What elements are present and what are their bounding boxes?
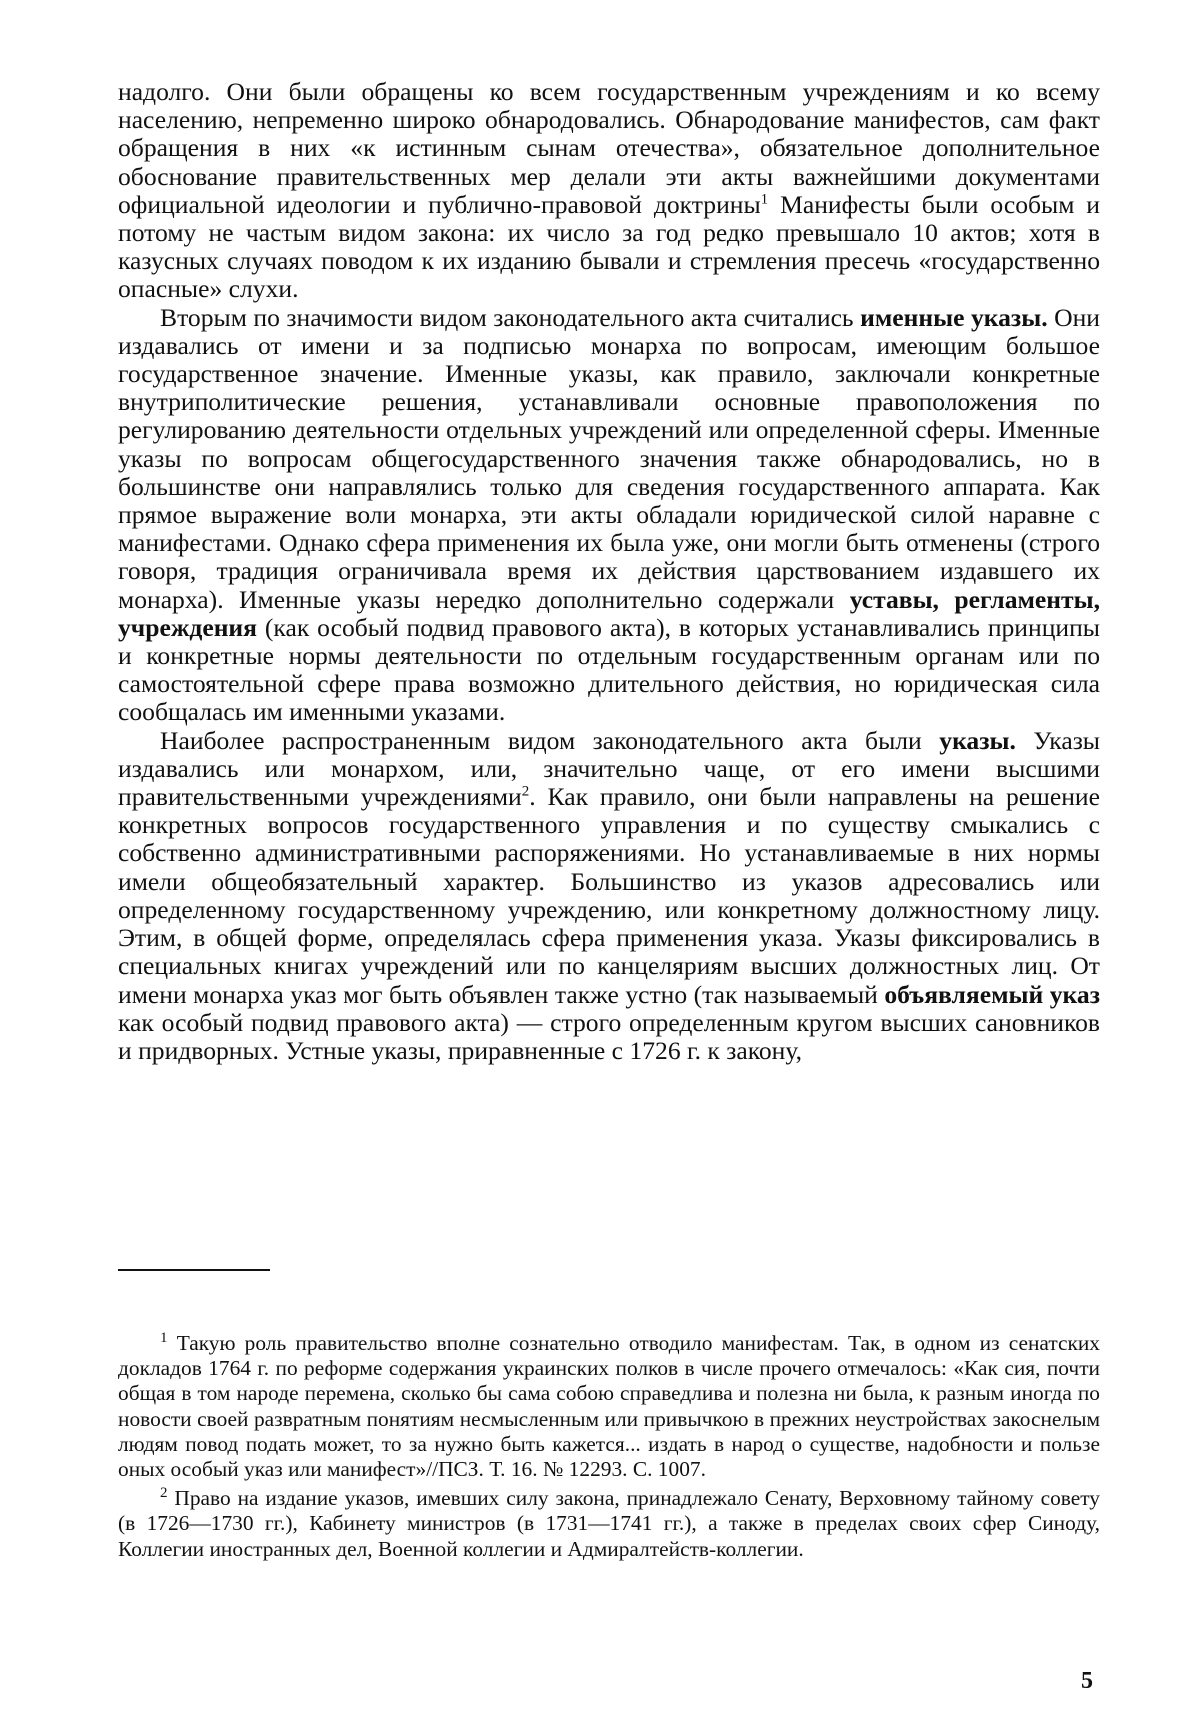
page-number: 5 — [1081, 1668, 1093, 1694]
term-ustavy-reglamenty: уставы, регламенты, учреждения — [118, 584, 1100, 642]
footnote-2-text: Право на издание указов, имевших силу закона, принадлежало Сенату, Верховному тайному совету (в 1726—1730 гг.), Кабинету министров (в 1731—1741 гг.), а также в пределах своих сфер Синоду, Коллегии иностранных дел, Военной коллегии и Адмиралтейств-коллегии. — [118, 1486, 1100, 1561]
paragraph-1-continuation: Манифесты были особым и потому не частым видом закона: их число за год редко превышало 10 актов; хотя в казусных случаях поводом к их изданию бывали и стремления пресечь «государственно опасные» слухи. — [118, 189, 1101, 304]
paragraph-3-text-a: Наиболее распространенным видом законодательного акта были — [160, 725, 940, 755]
footnote-1-mark: 1 — [160, 1329, 168, 1346]
paragraph-3-text-d: как особый подвид правового акта) — строго определенным кругом высших сановников и придворных. Устные указы, приравненные с 1726 г. к закону, — [118, 1007, 1100, 1065]
paragraph-1-text: надолго. Они были обращены ко всем государственным учреждениям и ко всему населению, непременно широко обнародовались. Обнародование манифестов, сам факт обращения в них «к истинным сынам отечества», обязательное дополнительное обоснование правительственных мер делали эти акты важнейшими документами официальной идеологии и публично-правовой доктрины — [118, 77, 1100, 219]
paragraph-2-text-b: Они издавались от имени и за подписью монарха по вопросам, имеющим большое государственное значение. Именные указы, как правило, заключали конкретные внутриполитические решения, устанавливали основные правоположения по регулированию деятельности отдельных учреждений или определенной сферы. Именные указы по вопросам общегосударственного значения также обнародовались, но в большинстве они направлялись только для сведения государственного аппарата. Как прямое выражение воли монарха, эти акты обладали юридической силой наравне с манифестами. Однако сфера применения их была уже, они могли быть отменены (строго говоря, традиция ограничивала время их действия царствованием издавшего их монарха). Именные указы нередко дополнительно содержали — [118, 302, 1100, 614]
footnote-1-text: Такую роль правительство вполне сознательно отводило манифестам. Так, в одном из сенатских докладов 1764 г. по реформе содержания украинских полков в числе прочего отмечалось: «Как сия, почти общая в том народе перемена, сколько бы сама собою справедлива и полезна ни была, к разным иногда по новости своей развратным понятиям несмысленным или привычкою в прежних неустройствах закоснелым людям повод подать может, то за нужно быть кажется... издать в народ о существе, надобности и пользе оных особый указ или манифест»//ПСЗ. Т. 16. № 12293. С. 1007. — [118, 1331, 1100, 1482]
main-text — [118, 78, 1100, 1065]
footnotes — [118, 1331, 1100, 1566]
paragraph-2-text-a: Вторым по значимости видом законодательного акта считались — [160, 302, 861, 332]
term-imennye-ukazy: именные указы. — [860, 302, 1048, 332]
paragraph-3-text-c: . Как правило, они были направлены на решение конкретных вопросов государственного управления и по существу смыкались с собственно административными распоряжениями. Но устанавливаемые в них нормы имели общеобязательный характер. Большинство из указов адресовались или определенному государственному учреждению, или конкретному должностному лицу. Этим, в общей форме, определялась сфера применения указа. Указы фиксировались в специальных книгах учреждений или по канцеляриям высших должностных лиц. От имени монарха указ мог быть объявлен также устно (так называемый — [118, 782, 1100, 1009]
footnote-1 — [118, 1331, 1100, 1482]
paragraph-3 — [118, 727, 1100, 1065]
footnote-separator — [118, 1269, 270, 1271]
term-ukazy: указы. — [939, 725, 1016, 755]
paragraph-3-text-b: Указы издавались или монархом, или, значительно чаще, от его имени высшими правительственными учреждениями — [118, 725, 1100, 812]
footnote-2-mark: 2 — [160, 1485, 168, 1502]
paragraph-2-text-c: (как особый подвид правового акта), в которых устанавливались принципы и конкретные нормы деятельности по отдельным государственным органам или по самостоятельной сфере права возможно длительного действия, но юридическая сила сообщалась им именными указами. — [118, 612, 1100, 727]
paragraph-2 — [118, 304, 1100, 727]
footnote-2 — [118, 1486, 1100, 1562]
term-obyavlyaemyi-ukaz: объявляемый указ — [884, 979, 1100, 1009]
footnote-ref-1: 1 — [760, 191, 769, 208]
footnote-ref-2: 2 — [521, 783, 530, 800]
paragraph-1 — [118, 78, 1100, 304]
book-page — [118, 78, 1100, 1698]
